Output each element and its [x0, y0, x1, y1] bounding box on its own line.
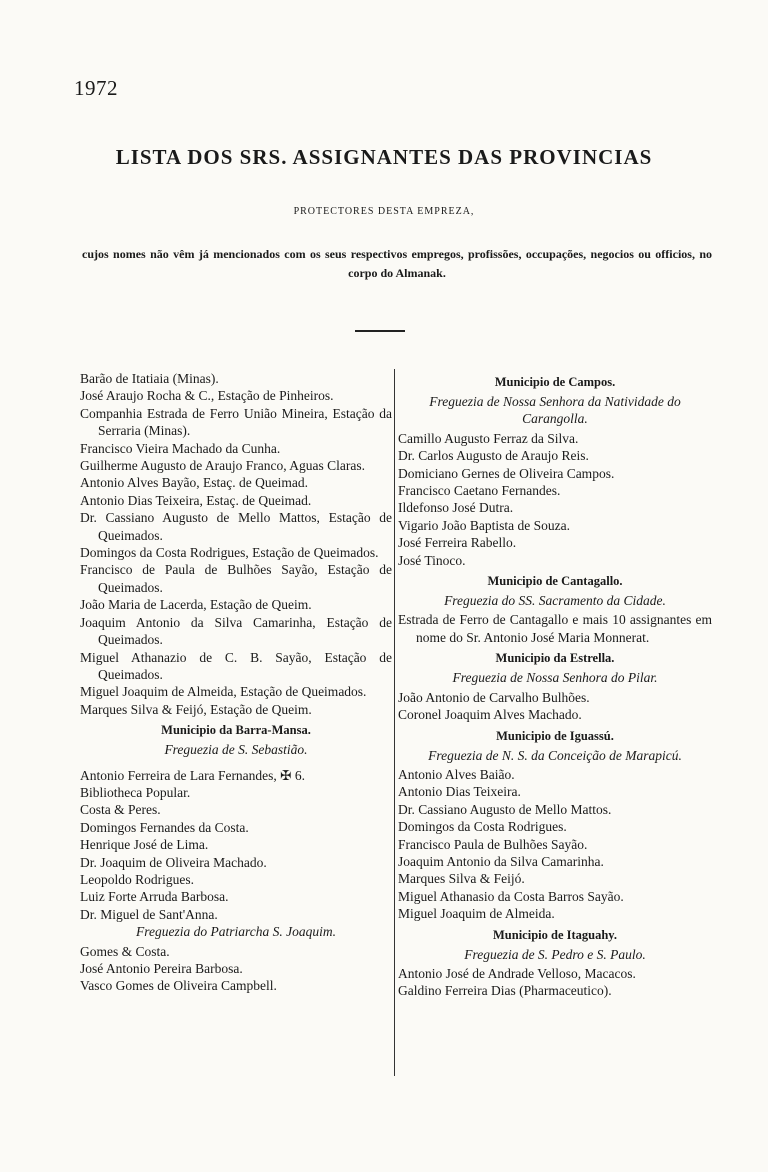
list-item: Galdino Ferreira Dias (Pharmaceutico). [398, 983, 612, 999]
freguesia-heading-marapicu: Freguezia de N. S. da Conceição de Marapicú. [428, 747, 682, 763]
freguesia-heading-sacramento: Freguezia do SS. Sacramento da Cidade. [444, 593, 666, 609]
list-item: Marques Silva & Feijó. [398, 871, 525, 887]
left-column [80, 370, 392, 995]
list-item: Antonio Dias Teixeira. [398, 784, 521, 800]
municipio-heading-itaguahy: Municipio de Itaguahy. [493, 927, 617, 942]
list-item: Barão de Itatiaia (Minas). [80, 371, 219, 386]
page-subtitle: PROTECTORES DESTA EMPREZA, [293, 206, 475, 217]
list-item: Camillo Augusto Ferraz da Silva. [398, 430, 579, 446]
freguesia-heading-sao-sebastiao: Freguezia de S. Sebastião. [164, 742, 308, 758]
municipio-heading-estrella: Municipio da Estrella. [495, 651, 615, 666]
list-item: João Antonio de Carvalho Bulhões. [398, 689, 590, 705]
list-item: Antonio Alves Baião. [398, 766, 515, 782]
list-item: Miguel Athanazio de C. B. Sayão, Estação de Queimados. [80, 649, 392, 682]
freguesia-heading-sao-pedro: Freguezia de S. Pedro e S. Paulo. [464, 946, 646, 962]
list-item: Dr. Cassiano Augusto de Mello Mattos, Estação de Queimados. [80, 510, 392, 543]
list-item: Guilherme Augusto de Araujo Franco, Aguas Claras. [80, 458, 365, 474]
list-item: Francisco Paula de Bulhões Sayão. [398, 836, 588, 852]
list-item: José Araujo Rocha & C., Estação de Pinheiros. [80, 388, 334, 404]
page-number: 1972 [74, 76, 118, 100]
list-item: João Maria de Lacerda, Estação de Queim. [80, 597, 312, 613]
list-item: Domingos da Costa Rodrigues, Estação de Queimados. [80, 545, 379, 561]
list-item: Domingos da Costa Rodrigues. [398, 819, 567, 835]
list-item: Bibliotheca Popular. [80, 784, 191, 800]
list-item: Joaquim Antonio da Silva Camarinha. [398, 853, 604, 869]
freguesia-heading-pilar: Freguezia de Nossa Senhora do Pilar. [452, 670, 658, 686]
municipio-heading-cantagallo: Municipio de Cantagallo. [487, 574, 623, 589]
list-item: Francisco de Paula de Bulhões Sayão, Estação de Queimados. [80, 562, 392, 595]
freguesia-heading-patriarcha: Freguezia do Patriarcha S. Joaquim. [136, 924, 336, 940]
right-column [398, 370, 712, 1000]
list-item: Antonio Alves Bayão, Estaç. de Queimad. [80, 475, 308, 491]
list-item: Dr. Joaquim de Oliveira Machado. [80, 854, 267, 870]
list-item: Domiciano Gernes de Oliveira Campos. [398, 465, 615, 481]
list-item: Antonio José de Andrade Velloso, Macacos. [398, 965, 636, 981]
list-item: José Antonio Pereira Barbosa. [80, 961, 243, 976]
list-item: Domingos Fernandes da Costa. [80, 819, 249, 835]
municipio-heading-barra-mansa: Municipio da Barra-Mansa. [161, 723, 311, 738]
freguesia-heading-carangolla: Freguezia de Nossa Senhora da Natividade do Carangolla. [429, 394, 681, 427]
list-item: Estrada de Ferro de Cantagallo e mais 10 assignantes em nome do Sr. Antonio José Maria Monnerat. [398, 612, 712, 645]
list-item: Antonio Ferreira de Lara Fernandes, ✠ 6. [80, 767, 305, 783]
column-divider [394, 369, 395, 1076]
municipio-heading-iguassu: Municipio de Iguassú. [496, 728, 614, 743]
list-item: Antonio Dias Teixeira, Estaç. de Queimad. [80, 492, 312, 508]
list-item: José Ferreira Rabello. [398, 535, 517, 551]
list-item: Miguel Joaquim de Almeida. [398, 906, 555, 922]
list-item: Ildefonso José Dutra. [398, 500, 514, 516]
list-item: Francisco Vieira Machado da Cunha. [80, 440, 281, 456]
list-item: Miguel Athanasio da Costa Barros Sayão. [398, 888, 624, 904]
list-item: Vasco Gomes de Oliveira Campbell. [80, 978, 277, 994]
list-item: Miguel Joaquim de Almeida, Estação de Queimados. [80, 684, 367, 700]
list-item: Dr. Cassiano Augusto de Mello Mattos. [398, 801, 612, 817]
list-item: Coronel Joaquim Alves Machado. [398, 707, 582, 723]
municipio-heading-campos: Municipio de Campos. [494, 375, 616, 389]
list-item: Companhia Estrada de Ferro União Mineira, Estação da Serraria (Minas). [80, 405, 392, 439]
list-item: Marques Silva & Feijó, Estação de Queim. [80, 701, 312, 717]
page-title: LISTA DOS SRS. ASSIGNANTES DAS PROVINCIAS [115, 145, 653, 169]
list-item: Dr. Miguel de Sant'Anna. [80, 906, 218, 922]
list-item: Joaquim Antonio da Silva Camarinha, Estação de Queimados. [80, 614, 392, 648]
list-item: Henrique José de Lima. [80, 837, 209, 853]
list-item: Vigario João Baptista de Souza. [398, 517, 571, 533]
list-item: Francisco Caetano Fernandes. [398, 483, 561, 499]
list-item: Costa & Peres. [80, 802, 161, 818]
section-rule [355, 330, 405, 332]
intro-text: cujos nomes não vêm já mencionados com os seus respectivos empregos, profissões, occupações, negocios ou officios, no corpo do Almanak. [82, 247, 712, 280]
list-item: José Tinoco. [398, 552, 466, 568]
list-item: Luiz Forte Arruda Barbosa. [80, 889, 229, 905]
list-item: Leopoldo Rodrigues. [80, 871, 194, 887]
list-item: Gomes & Costa. [80, 943, 170, 959]
list-item: Dr. Carlos Augusto de Araujo Reis. [398, 448, 589, 464]
